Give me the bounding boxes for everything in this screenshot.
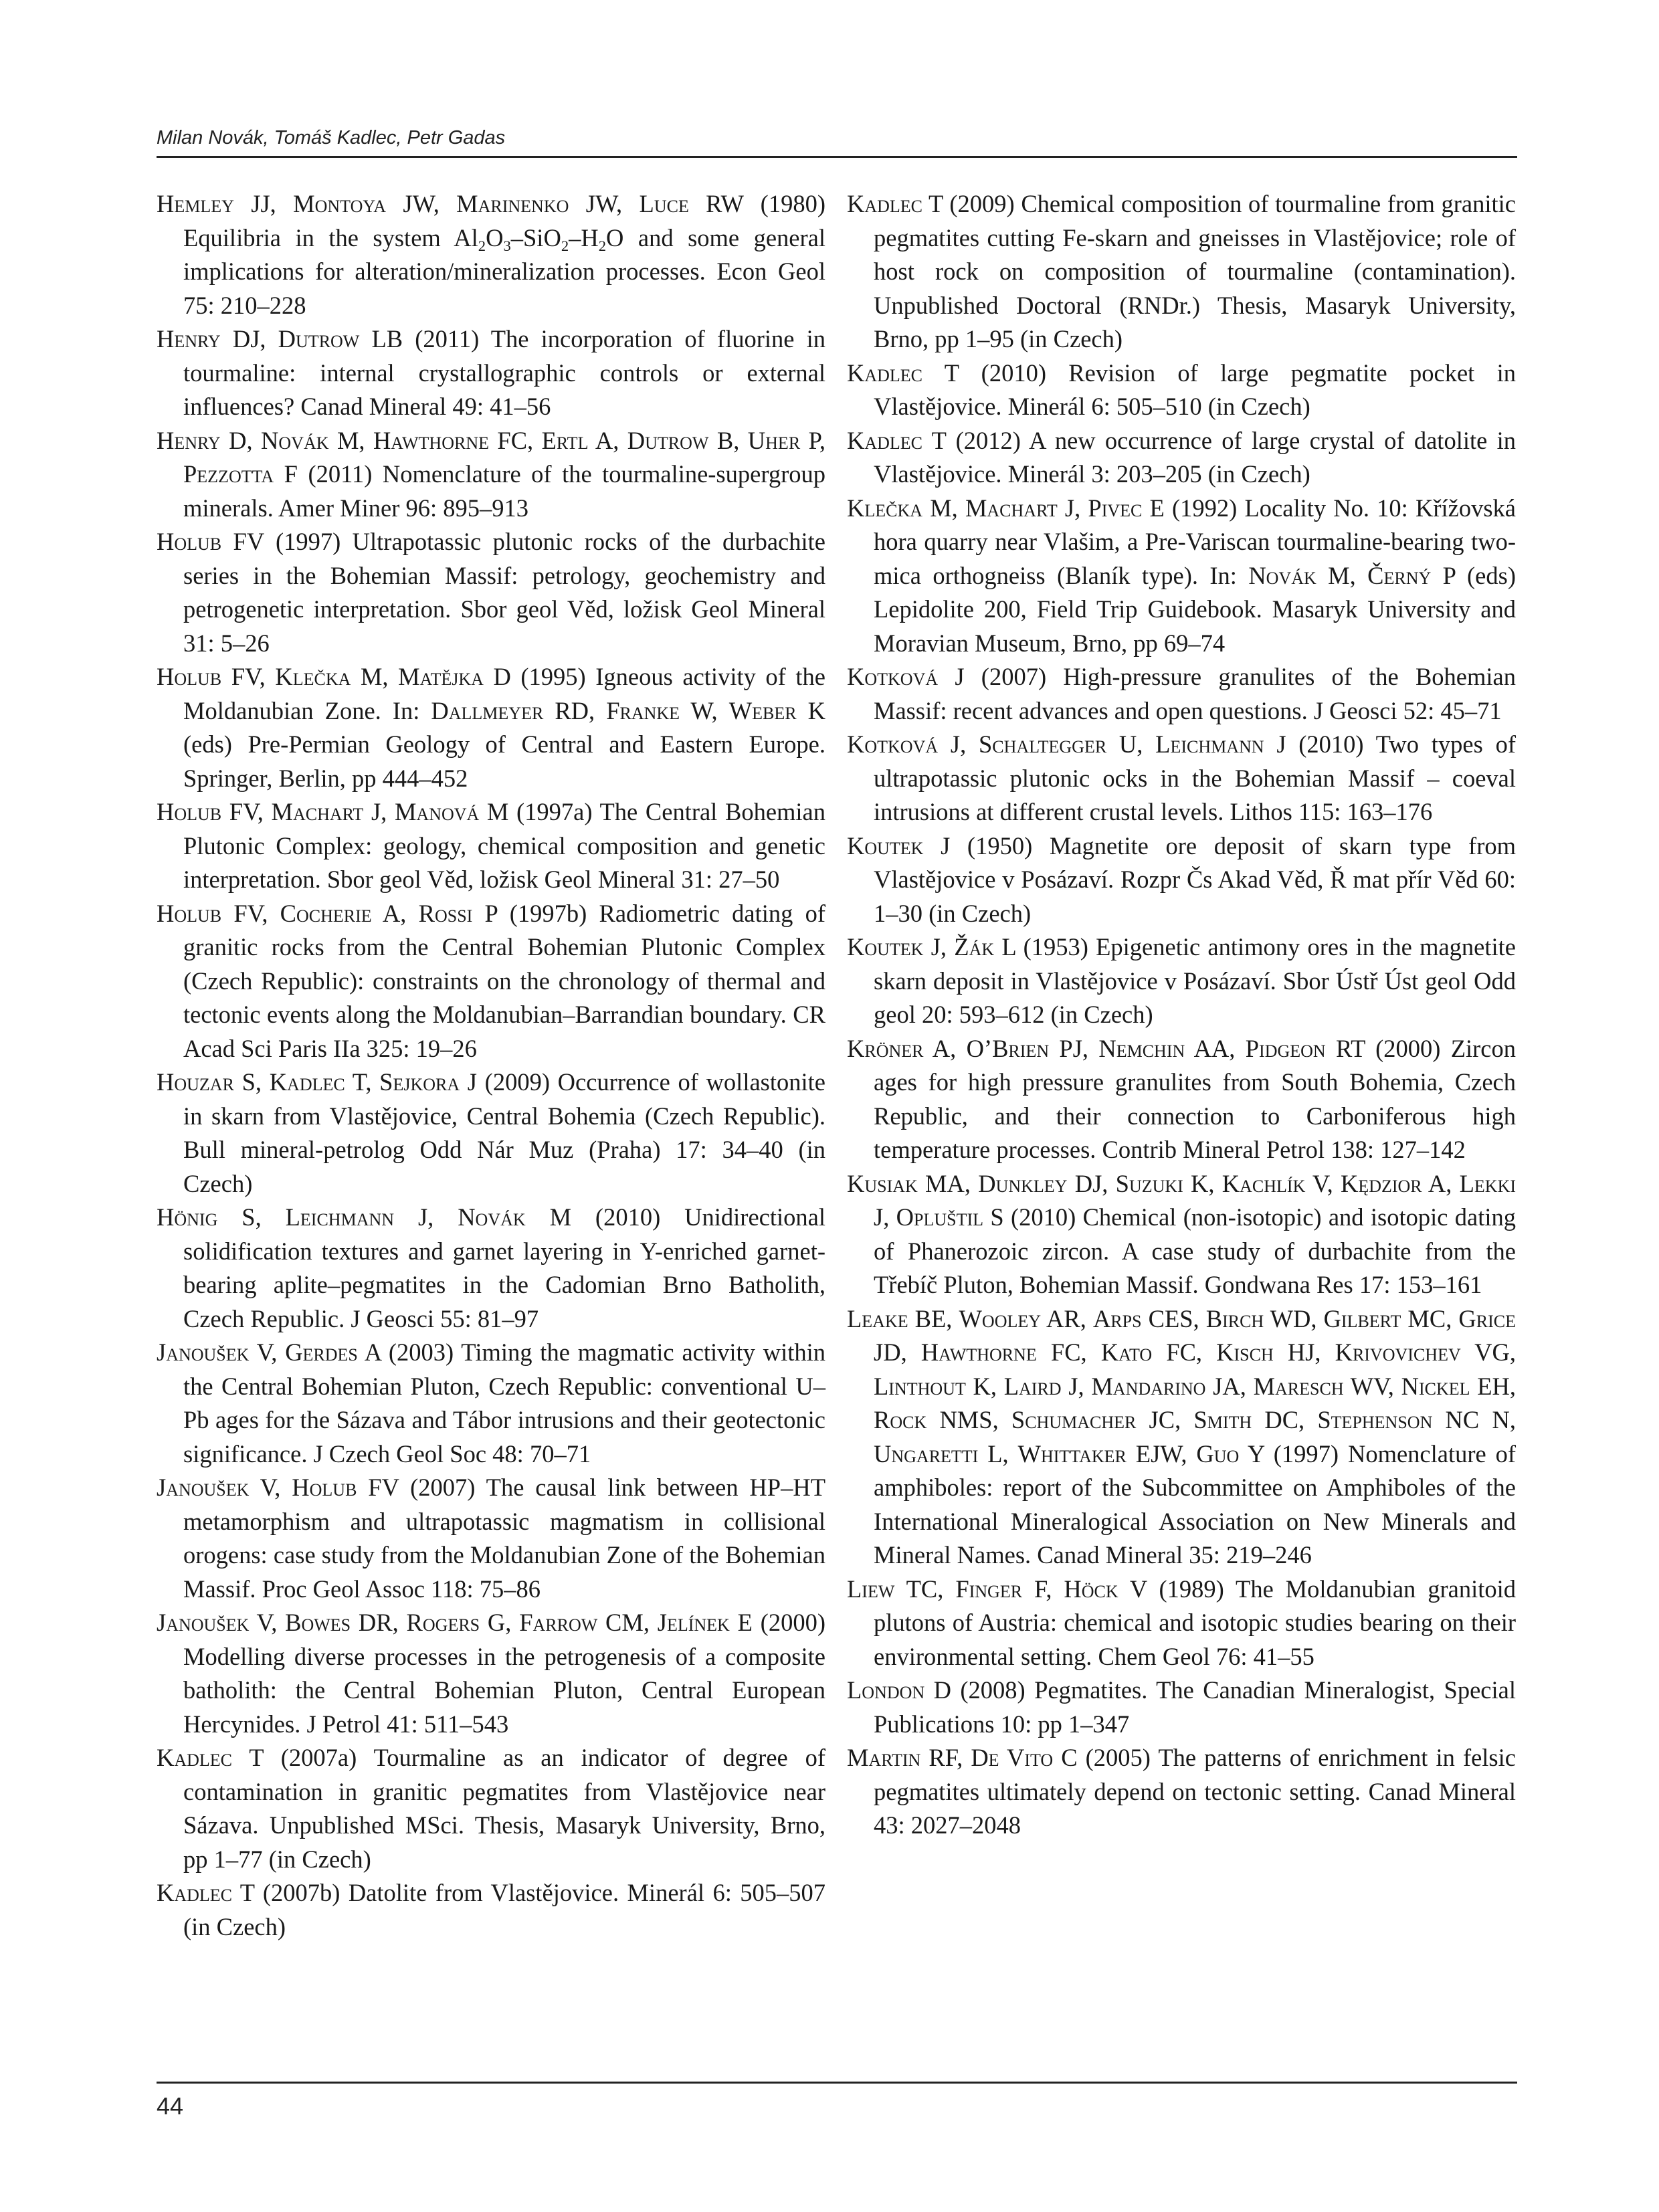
references-right-column bbox=[847, 187, 1516, 1843]
reference-entry: Henry D, Novák M, Hawthorne FC, Ertl A, Dutrow B, Uher P, Pezzotta F (2011) Nomenclature of the tourmaline-supergroup minerals. Amer Miner 96: 895–913 bbox=[157, 426, 825, 522]
reference-entry: Liew TC, Finger F, Höck V (1989) The Moldanubian granitoid plutons of Austria: chemical and isotopic studies bearing on their environmental setting. Chem Geol 76: 41–55 bbox=[847, 1575, 1516, 1670]
reference-entry: Holub FV, Klečka M, Matějka D (1995) Igneous activity of the Moldanubian Zone. In: Dallmeyer RD, Franke W, Weber K (eds) Pre-Permian Geology of Central and Eastern Europe. Springer, Berlin, pp 444–452 bbox=[157, 663, 825, 792]
reference-entry: Koutek J, Žák L (1953) Epigenetic antimony ores in the magnetite skarn deposit in Vlastějovice v Posázaví. Sbor Ústř Úst geol Odd geol 20: 593–612 (in Czech) bbox=[847, 933, 1516, 1028]
reference-entry: Kotková J, Schaltegger U, Leichmann J (2010) Two types of ultrapotassic plutonic ocks in the Bohemian Massif – coeval intrusions at different crustal levels. Lithos 115: 163–176 bbox=[847, 730, 1516, 825]
reference-entry: Klečka M, Machart J, Pivec E (1992) Locality No. 10: Křížovská hora quarry near Vlašim, a Pre-Variscan tourmaline-bearing two-mica orthogneiss (Blaník type). In: Novák M, Černý P (eds) Lepidolite 200, Field Trip Guidebook. Masaryk University and Moravian Museum, Brno, pp 69–74 bbox=[847, 494, 1516, 657]
reference-entry: Kadlec T (2007b) Datolite from Vlastějovice. Minerál 6: 505–507 (in Czech) bbox=[157, 1879, 825, 1940]
footer-rule bbox=[157, 2082, 1517, 2084]
reference-entry: Holub FV, Cocherie A, Rossi P (1997b) Radiometric dating of granitic rocks from the Central Bohemian Plutonic Complex (Czech Republic): constraints on the chronology of thermal and tectonic events along the Moldanubian–Barrandian boundary. CR Acad Sci Paris IIa 325: 19–26 bbox=[157, 899, 825, 1062]
reference-entry: Kadlec T (2009) Chemical composition of tourmaline from granitic pegmatites cutting Fe-skarn and gneisses in Vlastějovice; role of host rock on composition of tourmaline (contamination). Unpublished Doctoral (RNDr.) Thesis, Masaryk University, Brno, pp 1–95 (in Czech) bbox=[847, 190, 1516, 353]
reference-entry: Koutek J (1950) Magnetite ore deposit of skarn type from Vlastějovice v Posázaví. Rozpr Čs Akad Věd, Ř mat přír Věd 60: 1–30 (in Czech) bbox=[847, 831, 1516, 927]
reference-entry: Henry DJ, Dutrow LB (2011) The incorporation of fluorine in tourmaline: internal crystallographic controls or external influences? Canad Mineral 49: 41–56 bbox=[157, 325, 825, 420]
reference-entry: Leake BE, Wooley AR, Arps CES, Birch WD, Gilbert MC, Grice JD, Hawthorne FC, Kato FC, Kisch HJ, Krivovichev VG, Linthout K, Laird J, Mandarino JA, Maresch WV, Nickel EH, Rock NMS, Schumacher JC, Smith DC, Stephenson NC N, Ungaretti L, Whittaker EJW, Guo Y (1997) Nomenclature of amphiboles: report of the Subcommittee on Amphiboles of the International Mineralogical Association on New Minerals and Mineral Names. Canad Mineral 35: 219–246 bbox=[847, 1304, 1517, 1569]
reference-entry: Hönig S, Leichmann J, Novák M (2010) Unidirectional solidification textures and garnet layering in Y-enriched garnet-bearing aplite–pegmatites in the Cadomian Brno Batholith, Czech Republic. J Geosci 55: 81–97 bbox=[157, 1203, 825, 1332]
reference-entry: Kadlec T (2010) Revision of large pegmatite pocket in Vlastějovice. Minerál 6: 505–510 (in Czech) bbox=[847, 359, 1516, 420]
reference-entry: Kotková J (2007) High-pressure granulites of the Bohemian Massif: recent advances and open questions. J Geosci 52: 45–71 bbox=[847, 663, 1516, 724]
reference-entry: Martin RF, De Vito C (2005) The patterns of enrichment in felsic pegmatites ultimately depend on tectonic setting. Canad Mineral 43: 2027–2048 bbox=[847, 1744, 1516, 1839]
reference-entry: Kusiak MA, Dunkley DJ, Suzuki K, Kachlík V, Kędzior A, Lekki J, Opluštil S (2010) Chemical (non-isotopic) and isotopic dating of Phanerozoic zircon. A case study of durbachite from the Třebíč Pluton, Bohemian Massif. Gondwana Res 17: 153–161 bbox=[847, 1169, 1516, 1298]
reference-entry: Kröner A, O’Brien PJ, Nemchin AA, Pidgeon RT (2000) Zircon ages for high pressure granulites from South Bohemia, Czech Republic, and their connection to Carboniferous high temperature processes. Contrib Mineral Petrol 138: 127–142 bbox=[847, 1034, 1516, 1163]
reference-entry: Houzar S, Kadlec T, Sejkora J (2009) Occurrence of wollastonite in skarn from Vlastějovice, Central Bohemia (Czech Republic). Bull mineral-petrolog Odd Nár Muz (Praha) 17: 34–40 (in Czech) bbox=[157, 1068, 825, 1197]
reference-entry: Janoušek V, Holub FV (2007) The causal link between HP–HT metamorphism and ultrapotassic magmatism in collisional orogens: case study from the Moldanubian Zone of the Bohemian Massif. Proc Geol Assoc 118: 75–86 bbox=[157, 1474, 825, 1603]
reference-entry: Janoušek V, Gerdes A (2003) Timing the magmatic activity within the Central Bohemian Pluton, Czech Republic: conventional U–Pb ages for the Sázava and Tábor intrusions and their geotectonic significance. J Czech Geol Soc 48: 70–71 bbox=[157, 1338, 825, 1468]
references-left-column bbox=[157, 187, 825, 1944]
reference-entry: Hemley JJ, Montoya JW, Marinenko JW, Luce RW (1980) Equilibria in the system $Al_2O_3-SiO_2-H_2O$ and some general implications for alteration/mineralization processes. Econ Geol 75: 210–228 bbox=[157, 190, 825, 319]
reference-entry: Janoušek V, Bowes DR, Rogers G, Farrow CM, Jelínek E (2000) Modelling diverse processes in the petrogenesis of a composite batholith: the Central Bohemian Pluton, Central European Hercynides. J Petrol 41: 511–543 bbox=[157, 1609, 825, 1738]
page-number: 44 bbox=[157, 2092, 184, 2120]
reference-entry: Holub FV, Machart J, Manová M (1997a) The Central Bohemian Plutonic Complex: geology, chemical composition and genetic interpretation. Sbor geol Věd, ložisk Geol Mineral 31: 27–50 bbox=[157, 798, 825, 893]
running-header: Milan Novák, Tomáš Kadlec, Petr Gadas bbox=[157, 127, 506, 148]
reference-entry: Kadlec T (2012) A new occurrence of large crystal of datolite in Vlastějovice. Minerál 3: 203–205 (in Czech) bbox=[847, 426, 1516, 488]
reference-entry: London D (2008) Pegmatites. The Canadian Mineralogist, Special Publications 10: pp 1–347 bbox=[847, 1676, 1516, 1738]
header-rule bbox=[157, 156, 1517, 158]
reference-entry: Kadlec T (2007a) Tourmaline as an indicator of degree of contamination in granitic pegmatites from Vlastějovice near Sázava. Unpublished MSci. Thesis, Masaryk University, Brno, pp 1–77 (in Czech) bbox=[157, 1744, 825, 1873]
reference-entry: Holub FV (1997) Ultrapotassic plutonic rocks of the durbachite series in the Bohemian Massif: petrology, geochemistry and petrogenetic interpretation. Sbor geol Věd, ložisk Geol Mineral 31: 5–26 bbox=[157, 528, 825, 657]
